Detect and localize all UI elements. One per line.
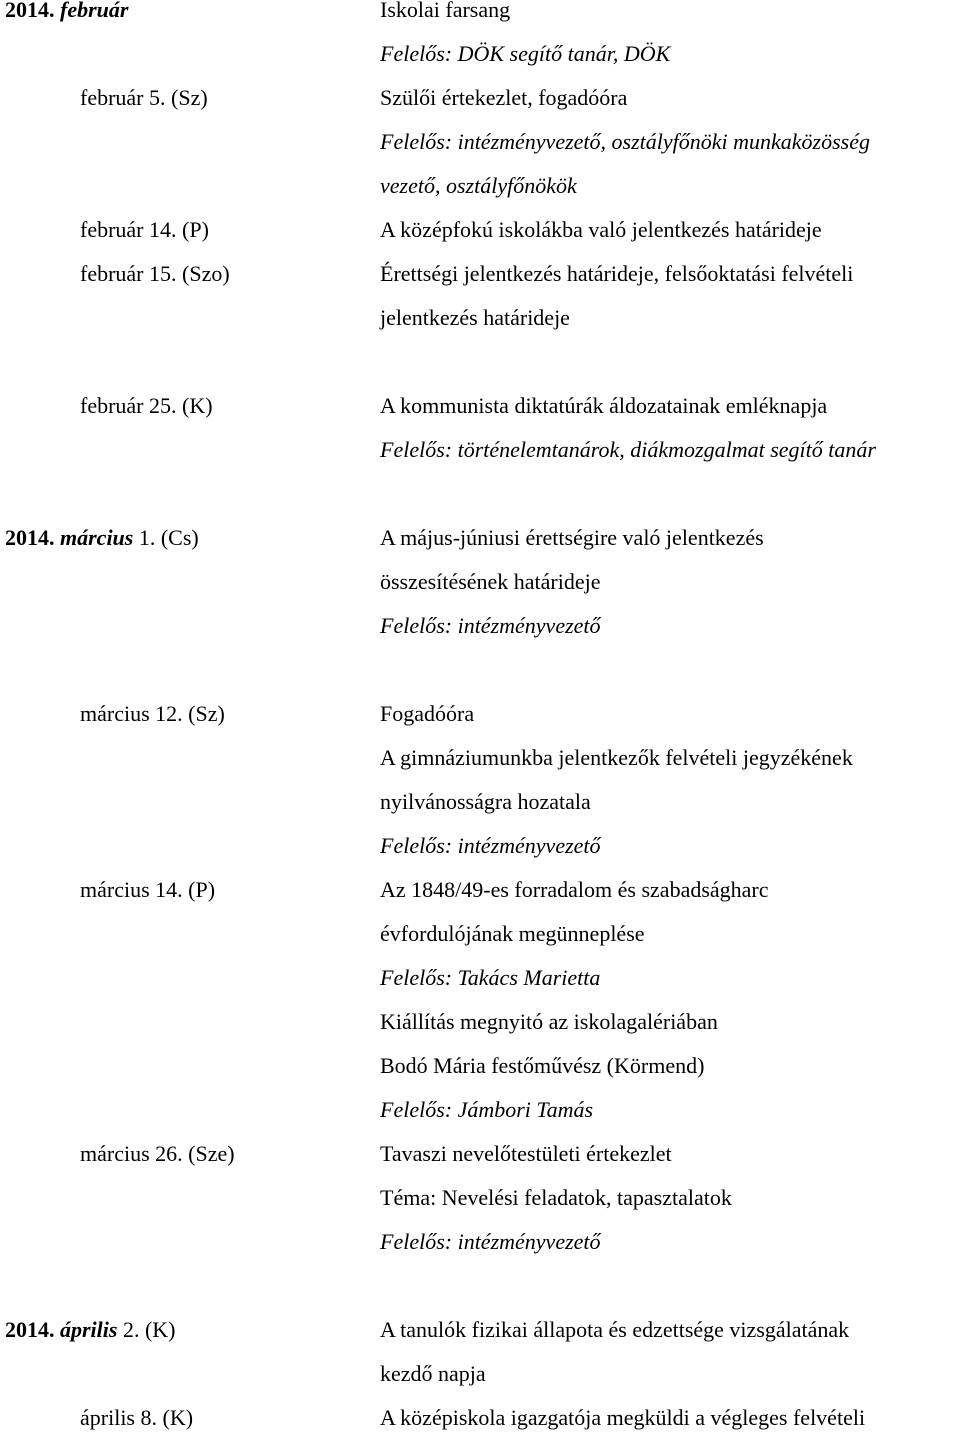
schedule-line xyxy=(0,1132,960,1176)
schedule-line xyxy=(0,1396,960,1440)
event-date xyxy=(80,868,215,912)
event-text: Érettségi jelentkezés határideje, felsőoktatási felvételi xyxy=(380,261,854,286)
responsible-text: Felelős: intézményvezető xyxy=(380,833,601,858)
date-day: 1. (Cs) xyxy=(133,525,199,550)
schedule-line xyxy=(0,208,960,252)
schedule-line xyxy=(0,164,960,208)
schedule-line xyxy=(0,824,960,868)
event-text: A kommunista diktatúrák áldozatainak emléknapja xyxy=(380,393,828,418)
event-date xyxy=(5,1308,176,1352)
event-text: összesítésének határideje xyxy=(380,569,601,594)
schedule-line xyxy=(0,32,960,76)
schedule-line xyxy=(0,428,960,472)
event-date xyxy=(80,384,213,428)
date-day: február 15. (Szo) xyxy=(80,261,230,286)
schedule-line xyxy=(0,692,960,736)
date-day: április 8. (K) xyxy=(80,1405,194,1430)
responsible-text: Felelős: intézményvezető xyxy=(380,613,601,638)
schedule-line xyxy=(0,1000,960,1044)
event-text: A tanulók fizikai állapota és edzettsége vizsgálatának xyxy=(380,1317,850,1342)
schedule-line xyxy=(0,76,960,120)
responsible-text: vezető, osztályfőnökök xyxy=(380,173,577,198)
date-day: március 12. (Sz) xyxy=(80,701,225,726)
schedule-line xyxy=(0,868,960,912)
date-year: 2014. xyxy=(5,1317,60,1342)
event-date xyxy=(80,692,225,736)
event-text: Fogadóóra xyxy=(380,701,475,726)
date-day: 2. (K) xyxy=(117,1317,176,1342)
date-year: 2014. xyxy=(5,0,60,22)
event-text: A középiskola igazgatója megküldi a végleges felvételi xyxy=(380,1405,866,1430)
event-text: Bodó Mária festőművész (Körmend) xyxy=(380,1053,705,1078)
event-text: A május-júniusi érettségire való jelentkezés xyxy=(380,525,764,550)
event-text: A gimnáziumunkba jelentkezők felvételi jegyzékének xyxy=(380,745,853,770)
schedule-line xyxy=(0,604,960,648)
schedule-line xyxy=(0,560,960,604)
schedule-line xyxy=(0,1088,960,1132)
event-date xyxy=(80,1396,193,1440)
date-day: március 26. (Sze) xyxy=(80,1141,235,1166)
event-text: A középfokú iskolákba való jelentkezés határideje xyxy=(380,217,822,242)
schedule-line xyxy=(0,0,960,32)
schedule-line xyxy=(0,516,960,560)
event-text: Tavaszi nevelőtestületi értekezlet xyxy=(380,1141,672,1166)
schedule-line xyxy=(0,1352,960,1396)
date-day: március 14. (P) xyxy=(80,877,216,902)
schedule-line xyxy=(0,1176,960,1220)
responsible-text: Felelős: intézményvezető xyxy=(380,1229,601,1254)
schedule-line xyxy=(0,780,960,824)
date-day: február 5. (Sz) xyxy=(80,85,208,110)
schedule-line xyxy=(0,912,960,956)
responsible-text: Felelős: intézményvezető, osztályfőnöki munkaközösség xyxy=(380,129,870,154)
event-date xyxy=(80,208,209,252)
event-text: Az 1848/49-es forradalom és szabadságharc xyxy=(380,877,769,902)
event-text: jelentkezés határideje xyxy=(380,305,570,330)
event-date xyxy=(5,516,199,560)
responsible-text: Felelős: Jámbori Tamás xyxy=(380,1097,594,1122)
date-month: április xyxy=(60,1317,118,1342)
date-day: február 25. (K) xyxy=(80,393,213,418)
schedule-line xyxy=(0,252,960,296)
event-text: Szülői értekezlet, fogadóóra xyxy=(380,85,628,110)
event-text: Téma: Nevelési feladatok, tapasztalatok xyxy=(380,1185,732,1210)
event-text: évfordulójának megünneplése xyxy=(380,921,645,946)
responsible-text: Felelős: történelemtanárok, diákmozgalmat segítő tanár xyxy=(380,437,876,462)
schedule-line xyxy=(0,296,960,340)
schedule-line xyxy=(0,384,960,428)
responsible-text: Felelős: DÖK segítő tanár, DÖK xyxy=(380,41,671,66)
event-text: nyilvánosságra hozatala xyxy=(380,789,591,814)
event-date xyxy=(80,1132,235,1176)
schedule-line xyxy=(0,1308,960,1352)
schedule-line xyxy=(0,736,960,780)
event-text: kezdő napja xyxy=(380,1361,486,1386)
event-date xyxy=(80,252,230,296)
date-day: február 14. (P) xyxy=(80,217,209,242)
schedule-line xyxy=(0,1044,960,1088)
schedule-line xyxy=(0,1220,960,1264)
event-date xyxy=(5,0,128,32)
event-text: Iskolai farsang xyxy=(380,0,511,22)
event-date xyxy=(80,76,208,120)
date-month: március xyxy=(60,525,134,550)
responsible-text: Felelős: Takács Marietta xyxy=(380,965,601,990)
schedule-line xyxy=(0,120,960,164)
date-month: február xyxy=(60,0,129,22)
schedule-line xyxy=(0,956,960,1000)
date-year: 2014. xyxy=(5,525,60,550)
event-text: Kiállítás megnyitó az iskolagalériában xyxy=(380,1009,718,1034)
